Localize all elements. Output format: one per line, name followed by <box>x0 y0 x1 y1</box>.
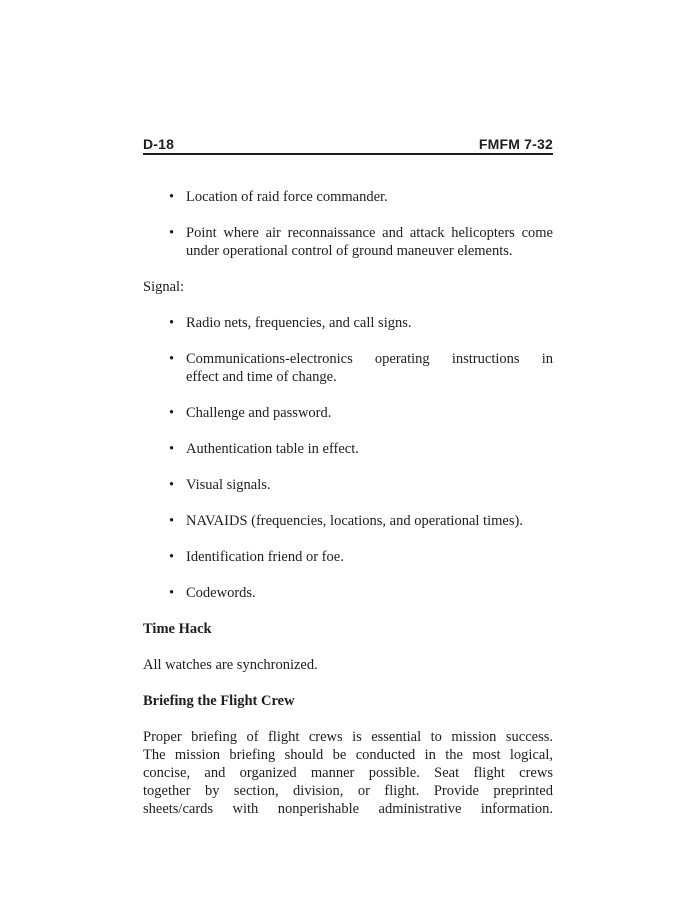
bullet-icon: • <box>169 405 175 421</box>
paragraph-line: concise, and organized manner possible. Seat flight crews <box>143 765 553 781</box>
page-header <box>143 137 553 155</box>
bullet-icon: • <box>169 477 175 493</box>
time-hack-body: All watches are synchronized. <box>143 657 318 673</box>
list-item <box>143 350 553 386</box>
signal-label: Signal: <box>143 279 185 295</box>
list-item <box>143 548 553 566</box>
bullet-icon: • <box>169 549 175 565</box>
list-item-line: Location of raid force commander. <box>186 189 388 205</box>
paragraph-line: sheets/cards with nonperishable administrative information. <box>143 801 553 817</box>
paragraph-line: The mission briefing should be conducted in the most logical, <box>143 747 553 763</box>
page-number: D-18 <box>143 136 175 152</box>
list-item <box>143 314 553 332</box>
bullet-icon: • <box>169 585 175 601</box>
list-item <box>143 512 553 530</box>
bullet-icon: • <box>169 225 175 241</box>
list-item-line: Radio nets, frequencies, and call signs. <box>186 315 412 331</box>
bullet-icon: • <box>169 189 175 205</box>
list-item-line: Codewords. <box>186 585 256 601</box>
bullet-icon: • <box>169 315 175 331</box>
list-item-line: Visual signals. <box>186 477 271 493</box>
bullet-list-signal <box>143 314 553 602</box>
list-item-line: Identification friend or foe. <box>186 549 344 565</box>
bullet-icon: • <box>169 513 175 529</box>
section-heading-time-hack: Time Hack <box>143 621 212 637</box>
page-content <box>143 137 553 836</box>
list-item-line: Authentication table in effect. <box>186 441 359 457</box>
doc-code: FMFM 7-32 <box>478 136 553 152</box>
list-item <box>143 476 553 494</box>
list-item-line: Challenge and password. <box>186 405 332 421</box>
list-item <box>143 440 553 458</box>
paragraph-line: Proper briefing of flight crews is essential to mission success. <box>143 729 553 745</box>
list-item <box>143 188 553 206</box>
list-item-line: under operational control of ground maneuver elements. <box>186 243 513 259</box>
list-item <box>143 404 553 422</box>
section-heading-briefing: Briefing the Flight Crew <box>143 693 295 709</box>
briefing-paragraph <box>143 728 553 818</box>
bullet-icon: • <box>169 441 175 457</box>
list-item-line: effect and time of change. <box>186 369 337 385</box>
list-item-line: Point where air reconnaissance and attack helicopters come <box>186 225 553 241</box>
paragraph-line: together by section, division, or flight. Provide preprinted <box>143 783 553 799</box>
list-item-line: Communications-electronics operating instructions in <box>186 351 553 367</box>
list-item <box>143 584 553 602</box>
bullet-icon: • <box>169 351 175 367</box>
list-item <box>143 224 553 260</box>
bullet-list-raid <box>143 188 553 260</box>
list-item-line: NAVAIDS (frequencies, locations, and operational times). <box>186 513 523 529</box>
